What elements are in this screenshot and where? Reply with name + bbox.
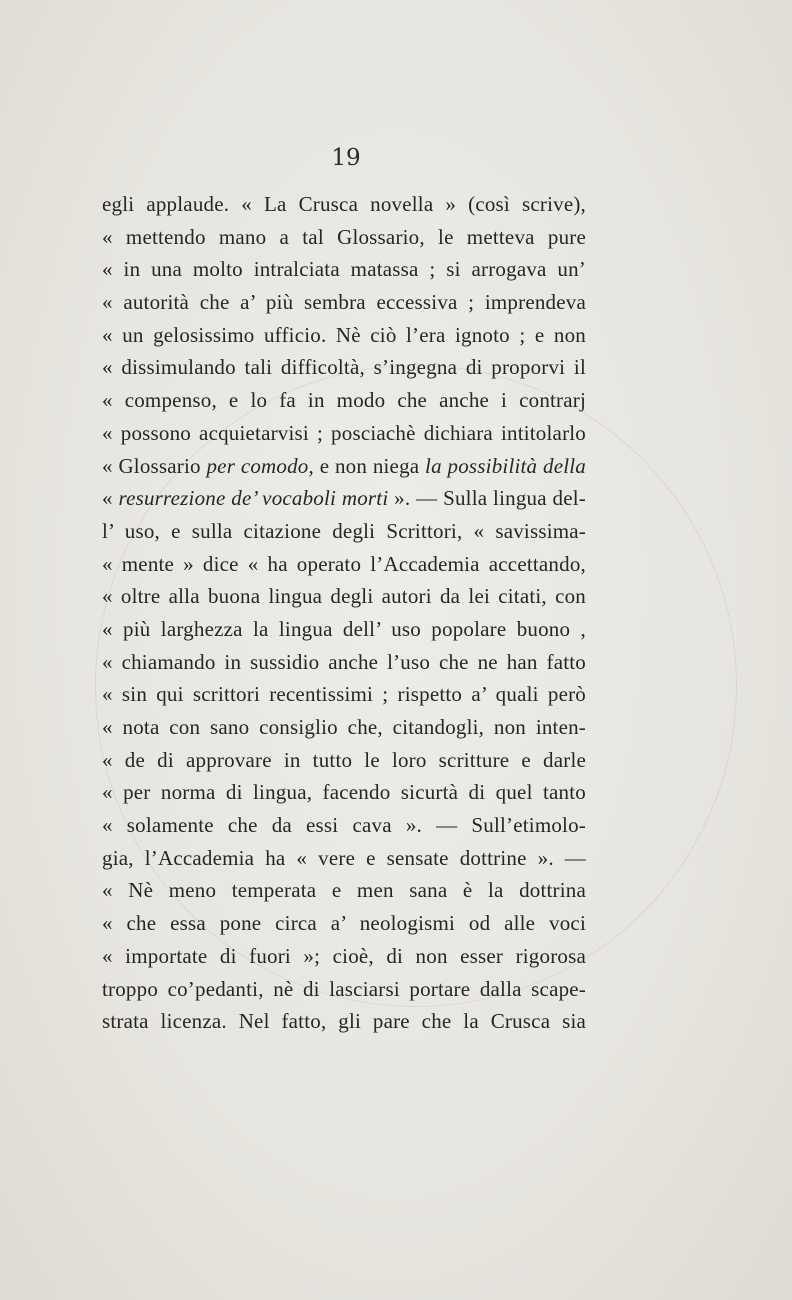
italic-text-segment: la possibilità della (425, 453, 586, 478)
text-line (102, 613, 586, 646)
text-segment: « importate di fuori »; cioè, di non esser rigorosa (102, 943, 586, 968)
italic-text-segment: per comodo, (206, 453, 314, 478)
text-segment: e non niega (313, 453, 426, 478)
text-line (102, 776, 586, 809)
text-line (102, 809, 586, 842)
text-line (102, 351, 586, 384)
text-segment: « mettendo mano a tal Glossario, le metteva pure (102, 224, 586, 249)
text-segment: « chiamando in sussidio anche l’uso che ne han fatto (102, 649, 586, 674)
text-line (102, 842, 586, 875)
text-segment: « più larghezza la lingua dell’ uso popolare buono , (102, 616, 586, 641)
text-line (102, 744, 586, 777)
text-segment: « Glossario (102, 453, 207, 478)
text-line (102, 221, 586, 254)
text-segment: « Nè meno temperata e men sana è la dottrina (102, 878, 586, 903)
text-line (102, 646, 586, 679)
text-line (102, 907, 586, 940)
text-line (102, 417, 586, 450)
text-segment: « sin qui scrittori recentissimi ; rispetto a’ quali però (102, 682, 586, 707)
text-segment: strata licenza. Nel fatto, gli pare che la Crusca sia (102, 1009, 586, 1034)
text-line (102, 874, 586, 907)
text-segment: « (102, 486, 119, 511)
text-segment: « nota con sano consiglio che, citandogli, non inten- (102, 715, 586, 739)
text-line (102, 450, 586, 483)
italic-text-segment: resurrezione de’ vocaboli morti (118, 486, 389, 511)
text-segment: « in una molto intralciata matassa ; si arrogava un’ (102, 257, 586, 282)
text-segment: « oltre alla buona lingua degli autori da lei citati, con (102, 584, 586, 609)
text-segment: l’ uso, e sulla citazione degli Scrittori, « savissima- (102, 518, 586, 543)
text-line (102, 580, 586, 613)
body-text (102, 188, 586, 1038)
text-segment: « possono acquietarvisi ; posciachè dichiara intitolarlo (102, 420, 586, 445)
text-segment: egli applaude. « La Crusca novella » (così scrive), (102, 192, 586, 216)
page-number: 19 (331, 145, 361, 171)
text-segment: « compenso, e lo fa in modo che anche i contrarj (102, 388, 586, 413)
text-line (102, 188, 586, 221)
text-line (102, 482, 586, 515)
text-line (102, 515, 586, 548)
text-segment: troppo co’pedanti, nè di lasciarsi portare dalla scape- (102, 976, 586, 1001)
text-segment: ». — Sulla lingua del- (388, 486, 586, 511)
text-line (102, 319, 586, 352)
text-line (102, 973, 586, 1006)
text-segment: « un gelosissimo ufficio. Nè ciò l’era ignoto ; e non (102, 322, 586, 347)
text-segment: « per norma di lingua, facendo sicurtà di quel tanto (102, 780, 586, 805)
text-line (102, 1005, 586, 1038)
text-line (102, 253, 586, 286)
text-segment: « autorità che a’ più sembra eccessiva ; imprendeva (102, 290, 586, 315)
text-segment: « mente » dice « ha operato l’Accademia accettando, (102, 551, 586, 576)
text-segment: « che essa pone circa a’ neologismi od alle voci (102, 911, 586, 936)
text-segment: « solamente che da essi cava ». — Sull’etimolo- (102, 813, 586, 838)
text-line (102, 384, 586, 417)
text-segment: « dissimulando tali difficoltà, s’ingegna di proporvi il (102, 355, 586, 380)
text-segment: gia, l’Accademia ha « vere e sensate dottrine ». — (102, 845, 586, 870)
text-line (102, 940, 586, 973)
text-line (102, 711, 586, 744)
text-line (102, 678, 586, 711)
text-line (102, 548, 586, 581)
text-segment: « de di approvare in tutto le loro scritture e darle (102, 747, 586, 772)
text-line (102, 286, 586, 319)
